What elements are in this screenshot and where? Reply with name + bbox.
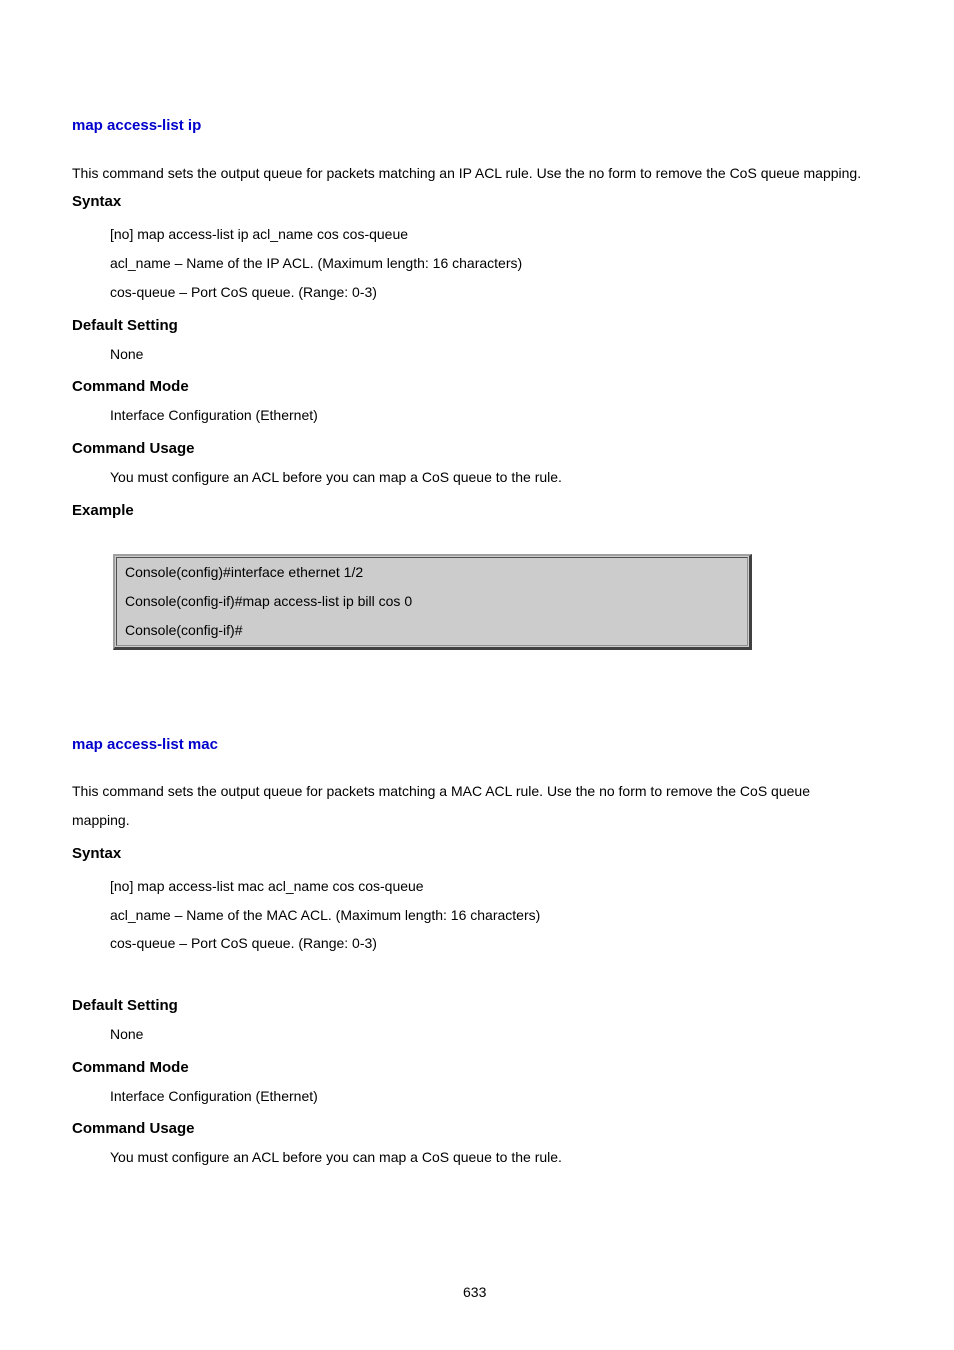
usage-heading-ip: Command Usage	[72, 440, 195, 457]
default-heading-mac: Default Setting	[72, 997, 178, 1014]
syntax-heading-ip: Syntax	[72, 193, 122, 210]
console-line-3: Console(config-if)#	[125, 622, 243, 638]
usage-value-ip: You must configure an ACL before you can map a CoS queue to the rule.	[110, 469, 562, 485]
mode-value-ip: Interface Configuration (Ethernet)	[110, 407, 318, 423]
console-example-box	[113, 554, 752, 650]
default-heading-ip: Default Setting	[72, 317, 178, 334]
command-title-ip: map access-list ip	[72, 117, 202, 134]
mode-heading-mac: Command Mode	[72, 1059, 189, 1076]
description-mac-line-2: mapping.	[72, 812, 130, 828]
mode-value-mac: Interface Configuration (Ethernet)	[110, 1088, 318, 1104]
description-ip: This command sets the output queue for packets matching an IP ACL rule. Use the no form to remove the CoS queue mapping.	[72, 165, 862, 181]
console-line-1: Console(config)#interface ethernet 1/2	[125, 564, 364, 580]
syntax-line-ip-3: cos-queue – Port CoS queue. (Range: 0-3)	[110, 284, 377, 300]
example-heading: Example	[72, 502, 134, 519]
syntax-heading-mac: Syntax	[72, 845, 122, 862]
page-number: 633	[463, 1284, 487, 1300]
syntax-line-ip-1: [no] map access-list ip acl_name cos cos-queue	[110, 226, 409, 242]
console-line-2: Console(config-if)#map access-list ip bill cos 0	[125, 593, 413, 609]
mode-heading-ip: Command Mode	[72, 378, 189, 395]
usage-heading-mac: Command Usage	[72, 1120, 195, 1137]
syntax-line-mac-1: [no] map access-list mac acl_name cos cos-queue	[110, 878, 424, 894]
syntax-line-mac-3: cos-queue – Port CoS queue. (Range: 0-3)	[110, 935, 377, 951]
default-value-mac: None	[110, 1026, 144, 1042]
description-mac-line-1: This command sets the output queue for packets matching a MAC ACL rule. Use the no form to remove the CoS queue	[72, 783, 810, 799]
command-title-mac: map access-list mac	[72, 736, 218, 753]
default-value-ip: None	[110, 346, 144, 362]
usage-value-mac: You must configure an ACL before you can map a CoS queue to the rule.	[110, 1149, 562, 1165]
syntax-line-mac-2: acl_name – Name of the MAC ACL. (Maximum length: 16 characters)	[110, 907, 541, 923]
syntax-line-ip-2: acl_name – Name of the IP ACL. (Maximum length: 16 characters)	[110, 255, 523, 271]
